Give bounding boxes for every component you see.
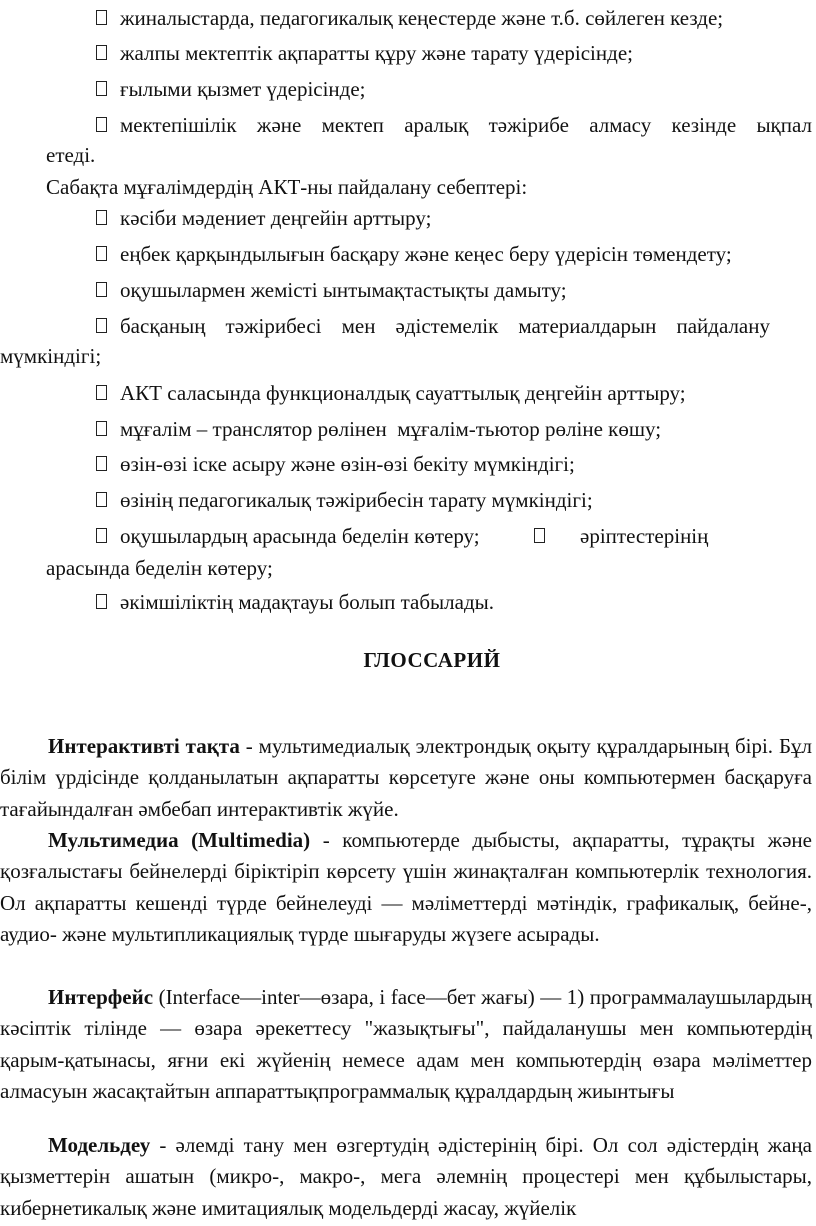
list-item: оқушылармен жемісті ынтымақтастықты дамыту; bbox=[120, 278, 567, 302]
list-item: жалпы мектептік ақпаратты құру және тарату үдерісінде; bbox=[120, 41, 633, 65]
bullet-marker-icon bbox=[96, 45, 107, 60]
list-item: оқушылардың арасында беделін көтеру; bbox=[120, 524, 480, 548]
glossary-definition: - әлемді тану мен өзгертудің әдістерінің бірі. Ол сол әдістердің жаңа қызметтерін ашатын (микро-, макро-, мега әлемнің процестері мен құбылыстары, кибернетикалық және имитациялық модельдерді жасау, жүйелік bbox=[0, 1133, 812, 1220]
bullet-marker-icon bbox=[96, 282, 107, 297]
glossary-term: Интерактивті тақта bbox=[48, 734, 240, 758]
bullet-marker-icon bbox=[96, 246, 107, 261]
bullet-marker-icon bbox=[96, 117, 107, 132]
glossary-term: Мультимедиа (Multimedia) bbox=[48, 828, 311, 852]
list-item-continuation: мүмкіндігі; bbox=[0, 344, 102, 368]
list-item: кәсіби мәдениет деңгейін арттыру; bbox=[120, 206, 432, 230]
list-item: еңбек қарқындылығын басқару және кеңес беру үдерісін төмендету; bbox=[120, 242, 732, 266]
list-item: мектепішілік және мектеп аралық тәжірибе алмасу кезінде ықпал bbox=[120, 113, 812, 137]
list-item-continuation: арасында беделін көтеру; bbox=[46, 556, 273, 580]
bullet-marker-icon bbox=[96, 10, 107, 25]
glossary-definition: - компьютерде дыбысты, ақпаратты, тұрақты және қозғалыстағы бейнелерді біріктіріп көрсету үшін жинақталған компьютерлік технология. Ол ақпаратты кешенді түрде бейнелеуді — мәліметтерді мәтіндік, графикалық, бейне-, аудио- және мультипликациялық түрде шығаруды жүзеге асырады. bbox=[0, 828, 812, 947]
list-item: басқаның тәжірибесі мен әдістемелік материалдарын пайдалану bbox=[120, 314, 770, 338]
glossary-entry bbox=[0, 1130, 812, 1224]
glossary-definition: (Interface—inter—өзара, і face—бет жағы) — 1) программалаушылардың кәсіптік тілінде — өзара әрекеттесу "жазықтығы", пайдаланушы мен компьютердің қарым-қатынасы, яғни екі жүйенің немесе адам мен компьютердің өзара мәліметтер алмасуын жасақтайтын аппараттықпрограммалық құралдардың жиынтығы bbox=[0, 985, 812, 1104]
glossary-term: Интерфейс bbox=[48, 985, 154, 1009]
glossary-entry bbox=[0, 731, 812, 825]
bullet-marker-icon bbox=[96, 528, 107, 543]
bullet-marker-icon bbox=[96, 492, 107, 507]
bullet-marker-icon bbox=[534, 528, 545, 543]
glossary-entry bbox=[0, 982, 812, 1108]
glossary-entry bbox=[0, 825, 812, 951]
bullet-marker-icon bbox=[96, 456, 107, 471]
bullet-marker-icon bbox=[96, 318, 107, 333]
glossary-term: Модельдеу bbox=[48, 1133, 151, 1157]
bullet-marker-icon bbox=[96, 210, 107, 225]
glossary-definition: - мультимедиалық электрондық оқыту құралдарының бірі. Бұл білім үрдісінде қолданылатын ақпаратты көрсетуге және оны компьютермен басқаруға тағайындалған әмбебап интерактивтік жүйе. bbox=[0, 734, 812, 821]
bullet-marker-icon bbox=[96, 594, 107, 609]
list-item-continuation: етеді. bbox=[46, 143, 96, 167]
bullet-marker-icon bbox=[96, 81, 107, 96]
list-item: әріптестерінің bbox=[580, 524, 709, 548]
list-item: жиналыстарда, педагогикалық кеңестерде және т.б. сөйлеген кезде; bbox=[120, 6, 724, 30]
list-item: әкімшіліктің мадақтауы болып табылады. bbox=[120, 590, 494, 614]
bullet-marker-icon bbox=[96, 385, 107, 400]
list-item: мұғалім – транслятор рөлінен мұғалім-тьютор рөліне көшу; bbox=[120, 417, 662, 441]
reasons-intro: Сабақта мұғалімдердің АКТ-ны пайдалану себептері: bbox=[46, 175, 528, 199]
list-item: өзінің педагогикалық тәжірибесін тарату мүмкіндігі; bbox=[120, 488, 593, 512]
bullet-marker-icon bbox=[96, 421, 107, 436]
list-item: АКТ саласында функционалдық сауаттылық деңгейін арттыру; bbox=[120, 381, 686, 405]
list-item: өзін-өзі іске асыру және өзін-өзі бекіту мүмкіндігі; bbox=[120, 452, 575, 476]
glossary-title: ГЛОССАРИЙ bbox=[363, 648, 501, 672]
list-item: ғылыми қызмет үдерісінде; bbox=[120, 77, 366, 101]
